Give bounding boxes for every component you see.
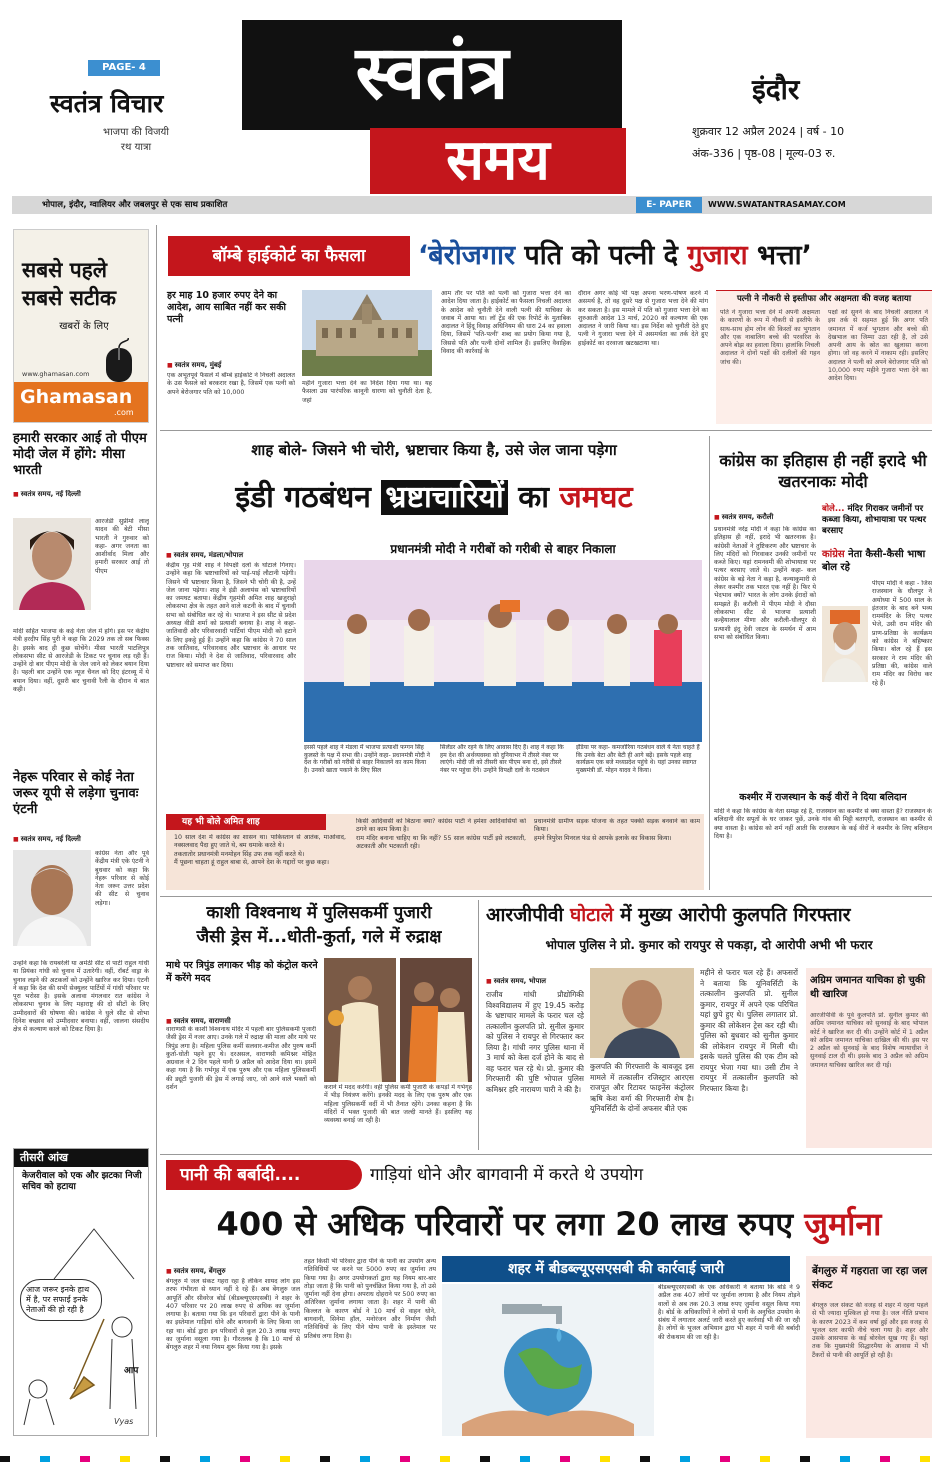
bombay-headline-a: ‘बेरोजगार	[418, 240, 515, 271]
rgpv-headline-a: आरजीपीवी	[486, 904, 571, 926]
water-photo-title: शहर में बीडब्ल्यूएसएसबी की कार्रवाई जारी	[442, 1256, 790, 1282]
rgpv-headline-b: घोटाले	[570, 904, 614, 926]
section-sub-1: भाजपा की विजयी	[103, 127, 169, 138]
bombay-box-col-2: पक्षों को सुनने के बाद निचली अदालत ने इस तर्क से सहमत हुई कि अगर पति जमानत में कर्ज भुगतान और बच्चे की देखभाल का जिम्मा उठा रही है, तो उसे अपनी आय के स्रोत का खुलासा करना होगा। जो वह करने में नाकाम रही। इसलिए अदालत ने पत्नी को अपने बेरोजगार पति को 10,000 रुपए महीने गुजारा भत्ता देने का आदेश दिया।	[828, 309, 928, 383]
water-label: पानी की बर्बादी....	[166, 1160, 362, 1190]
ghamasan-ad[interactable]	[13, 229, 149, 423]
cartoon-caption: केजरीवाल को एक और झटका निजी सचिव को हटाया	[22, 1171, 142, 1192]
rgpv-headline	[486, 902, 932, 928]
bombay-box	[716, 290, 932, 424]
cartoon-signature: Vyas	[114, 1417, 134, 1426]
shah-col-1	[174, 834, 346, 888]
section-title: स्वतंत्र विचार	[50, 89, 164, 118]
kashi-headline-1: काशी विश्वनाथ में पुलिसकर्मी पुजारी	[206, 903, 432, 923]
misa-body-top	[13, 490, 149, 520]
antony-photo	[13, 850, 91, 946]
bombay-subhead: हर माह 10 हजार रुपए देने का आदेश, आय साबित नहीं कर सकी पत्नी	[167, 290, 286, 325]
bombay-headline-c: गुजारा	[687, 240, 748, 271]
shah-point-2: तकतातोर प्रधानमंत्री मनमोहन सिंह उफ तक नहीं करते थे।	[174, 850, 305, 858]
bombay-box-col-1: पति ने गुजारा भत्ता देने में अपनी अक्षमता के कारणों के रूप में नौकरी से इस्तीफे के साथ-साथ होम लोन की किस्तों का भुगतान और एक नाबालिग बच्चे की परवरिश के अपने बोझ का हवाला दिया। हालांकि निचली अदालत ने दोनों पक्षों की दलीलों की गहन जांच की।	[720, 309, 820, 366]
india-byline-row	[166, 542, 296, 561]
india-body: केंद्रीय गृह मंत्री शाह ने विपक्षी दलों के घोटाले गिनाए। उन्होंने कहा कि भ्रष्टाचारियों को पाई-पाई लौटानी पड़ेगी। जिसने भी भ्रष्टाचार किया है, जिसने भी चोरी की है, उन्हें जेल जाना पड़ेगा। शाह ने इंडी अलायंस को भ्रष्टाचारियों का जमघट बताया। केंद्रीय गृहमंत्री अमित शाह खजुराहो लोकसभा क्षेत्र के तहत आने वाले कटनी के बाद में चुनावी सभा को संबोधित कर रहे थे। भाजपा ने इस सीट से प्रदेश अध्यक्ष वीडी शर्मा को प्रत्याशी बनाया है। शाह ने कहा- जातिवादी और परिवारवादी पार्टियां पीएम मोदी को हटाने के लिए इकट्ठे हुई हैं। उन्होंने कहा कि कांग्रेस ने 70 साल तक जातिवाद, परिवारवाद और भ्रष्टाचार के आधार पर राज किया। मोदी ने देश से जातिवाद, परिवारवाद और भ्रष्टाचार को समाप्त कर दिया।	[166, 562, 296, 669]
water-byline: ■ स्वतंत्र समय, बेंगलुरु	[166, 1267, 226, 1275]
kashi-photo-2	[400, 958, 472, 1082]
congress-subhead	[822, 548, 932, 574]
india-headline-c: का	[507, 480, 560, 515]
water-side-headline: बेंगलुरु में गहराता जा रहा जल संकट	[812, 1265, 928, 1291]
rgpv-byline: ■ स्वतंत्र समय, भोपाल	[486, 977, 546, 985]
rgpv-body-3: महीने से फरार चल रहे हैं। अफसरों ने बताया कि यूनिवर्सिटी के तत्कालीन कुलपति प्रो. सुनील कुमार, रायपुर में अपने एक परिचित यहां छुपे हुए थे। पुलिस लगातार प्रो. कुमार की लोकेशन ट्रेस कर रही थी। पुलिस को बुधवार को सुनील कुमार की लोकेशन रायपुर में मिली थी। इसके चलते पुलिस की एक टीम को रायपुर भेजा गया था। उसी टीम ने रायपुर में तत्कालीन कुलपति को गिरफ्तार किया है।	[700, 968, 798, 1093]
rgpv-subhead: भोपाल पुलिस ने प्रो. कुमार को रायपुर से पकड़ा, दो आरोपी अभी भी फरार	[545, 938, 873, 952]
congress-kicker-b: मंदिर गिराकर जमीनों पर कब्जा किया, शोभायात्रा पर पत्थर बरसाए	[822, 504, 927, 536]
water-body-3: बीडब्ल्यूएसएसबी के एक अधिकारी ने बताया कि बोर्ड ने 9 अप्रैल तक 407 लोगों पर जुर्माना लगाया है और नियम तोड़ने वालों से अब तक 20.3 लाख रुपए जुर्माना वसूल किया गया है। बोर्ड के अधिकारियों ने लोगों से पानी के अनुचित उपयोग के संबंध में लगातार अलर्ट जारी करते हुए कार्रवाई भी की जा रही है। लोगों के भूजल अभियान द्वारा भी शहर में पानी की बर्बादी की रोकथाम की जा रही है।	[658, 1284, 800, 1341]
bombay-headline-b: पति को पत्नी दे	[514, 240, 688, 271]
congress-subhead-b: नेता कैसी-कैसी भाषा बोल रहे	[822, 549, 926, 573]
rgpv-body-2: कुलपति की गिरफ्तारी के बावजूद इस मामले में तत्कालीन रजिस्ट्रार आरएस राजपूत और रिटायर फाइनेंस कंट्रोलर ऋषि केश वर्मा की गिरफ्तारी शेष है। यूनिवर्सिटी के दोनों अफसर बीते एक	[590, 1062, 694, 1113]
kashi-subhead: माथे पर त्रिपुंड लगाकर भीड़ को कंट्रोल करने में करेंगे मदद	[166, 960, 318, 984]
logo-line-2: समय	[370, 128, 626, 194]
water-body-1: बेंगलुरु में जल संकट गहरा रहा है लेकिन शायद लोग इस तरफ गंभीरता से ध्यान नहीं दे रहे हैं। अब बेंगलुरु जल आपूर्ति और सीवरेज बोर्ड (बीडब्ल्यूएसएसबी) ने शहर के 407 परिवार पर 20 लाख रुपए से अधिक का जुर्माना लगाया है। बताया गया कि इन परिवारों द्वारा पीने के पानी का इस्तेमाल गाड़ियां धोने और बागवानी के लिए किया जा रहा था। बोर्ड द्वारा इन परिवारों से कुल 20.3 लाख रुपए का जुर्माना वसूला गया है। गौरतलब है कि 10 मार्च से बेंगलुरु शहर में नया नियम शुरू किया गया है। इसके	[166, 1278, 300, 1352]
ad-line-2: सबसे सटीक	[22, 286, 117, 310]
shah-col-2	[356, 818, 526, 888]
issue-line: अंक-336 | पृष्ठ-08 | मूल्य-03 रु.	[692, 147, 836, 160]
water-kicker: गाड़ियां धोने और बागवानी में करते थे उपयोग	[370, 1165, 644, 1185]
rally-caption-1: इससे पहले शाह ने मंडला में भाजपा प्रत्याशी फग्गन सिंह कुलस्ते के पक्ष में सभा की। उन्होंने कहा- प्रधानमंत्री मोदी ने देश के गरीबों को गरीबी से बाहर निकालने का काम किया है। उनको खाता पकाने के लिए सिल	[304, 744, 430, 774]
bombay-col-1: एक अभूतपूर्व फैसले में बॉम्बे हाईकोर्ट ने निचली अदालत के उस फैसले को बरकरार रखा है, जिसमें एक पत्नी को अपने बेरोजगार पति को 10,000	[167, 372, 295, 396]
water-byline-row	[166, 1258, 296, 1277]
kashi-headline-2: जैसी ड्रेस में...धोती-कुर्ता, गले में रुद्राक्ष	[196, 927, 442, 947]
misa-body-side: आरजेडी सुप्रीमो लालू यादव की बेटी मीसा भारती ने गुरुवार को कहा- अगर जनता का आशीर्वाद मिला और हमारी सरकार आई तो पीएम	[95, 518, 149, 575]
right-column-rule	[709, 436, 710, 890]
publication-note: भोपाल, इंदौर, ग्वालियर और जबलपुर से एक साथ प्रकाशित	[42, 200, 228, 210]
misa-photo	[13, 518, 91, 610]
vc-photo	[590, 968, 694, 1058]
shah-point-3: मैं पूछना चाहता हूं राहुल बाबा से, आपने देश के गद्दारों पर कुछ कहा।	[174, 858, 329, 866]
kashi-body-1: वाराणसी के काशी विश्वनाथ मंदिर में पहली बार पुलिसकर्मी पुजारी जैसी ड्रेस में नजर आए। उनके गले में रुद्राक्ष की माला और माथे पर त्रिपुंड लगा है। महिला पुलिस कर्मी सलवार-कमीज और पुरुष कर्मी कुर्ता-धोती पहने हुए थे। दरअसल, वाराणसी कमिश्नर मोहित अग्रवाल ने 2 दिन पहले यानी 9 अप्रैल को आदेश दिया था। इसमें कहा गया है कि गर्भगृह में एक पुरुष और एक महिला पुलिसकर्मी की ड्यूटी पुजारी की ड्रेस में लगाई जाए, जो आने वाले भक्तों को दर्शन	[166, 1026, 316, 1092]
rule-after-kashi	[160, 1154, 932, 1155]
cartoon-title: तीसरी आंख	[14, 1149, 148, 1167]
water-headline-b: जुर्माना	[804, 1205, 882, 1243]
shah-point-1: 10 साल देश में कांग्रेस का शासन था। पाकिस्तान से आतंक, माओवाद, नक्सलवाद पैदा हुए जाते थे, बम धमाके करते थे।	[174, 834, 346, 850]
shah-box	[166, 814, 704, 890]
cartoon-broom-label: आप	[124, 1366, 139, 1376]
rgpv-body-1: राजीव गांधी प्रौद्योगिकी विश्वविद्यालय में हुए 19.45 करोड़ के भ्रष्टाचार मामले के फरार चल रहे तत्कालीन कुलपति प्रो. सुनील कुमार को पुलिस ने रायपुर से गिरफ्तार कर लिया है। गांधी नगर पुलिस थाना में 3 मार्च को केस दर्ज होने के बाद से वह फरार चल रहे थे। प्रो. कुमार की गिरफ्तारी की पुष्टि भोपाल पुलिस कमिश्नर हरि नारायण चारी ने की है।	[486, 990, 584, 1094]
kashi-rule	[478, 900, 479, 1150]
bombay-box-title: पत्नी ने नौकरी से इस्तीफा और अक्षमता की वजह बताया	[736, 294, 912, 304]
shah-point-4: किसी आदिवासी को बिठाना क्या? कांग्रेस पार्टी ने हमेशा आदिवासियों को ठगने का काम किया है।	[356, 818, 526, 834]
rgpv-box-headline: अग्रिम जमानत याचिका हो चुकी थी खारिज	[810, 975, 926, 1000]
kashmir-body: मोदी ने कहा कि कांग्रेस के नेता समझ रहे हैं, राजस्थान का कश्मीर से क्या वास्ता है? राजस्थान के बलिदानी वीर सपूतों के घर जाकर पूछें, उनके गांव की मिट्टी बताएगी, राजस्थान का कश्मीर से क्या वास्ता है। कांग्रेस को शर्म नहीं आती कि राजस्थान के कई वीरों ने कश्मीर के लिए बलिदान दिया है।	[714, 808, 932, 840]
misa-body: मोदी सहित भाजपा के कई नेता जेल में होंगे। इस पर केंद्रीय मंत्री हरदीप सिंह पुरी ने कहा कि 2029 तक तो सब फिक्स है। इसके बाद ही कुछ सोचेंगे। मीसा भारती पाटलिपुत्र लोकसभा सीट से आरजेडी के टिकट पर चुनाव लड़ रही हैं। उन्होंने दो बार पीएम मोदी के जेल जाने को लेकर बयान दिया है। पहली बार उन्होंने एक न्यूज चैनल को दिए इंटरव्यू में ये बयान दिया। वहीं, दूसरी बार चुनावी रैली के दौरान ये बात कही।	[13, 628, 149, 694]
kashi-byline-row	[166, 1008, 316, 1027]
masthead	[0, 0, 945, 196]
ad-brand-tld: .com	[114, 408, 134, 417]
left-column-rule	[156, 225, 157, 1437]
antony-headline: नेहरू परिवार से कोई नेता जरूर यूपी से लड़ेगा चुनावः एंटनी	[13, 770, 139, 817]
antony-body: उन्होंने कहा कि रायबरेली या अमेठी सीट से पार्टी राहुल गांधी या प्रियंका गांधी को चुनाव में उतारेगी। वहीं, रॉबर्ट वाड्रा के चुनाव लड़ने की अटकलों को उन्होंने खारिज कर दिया। एंटनी ने कहा कि देश की सभी सेक्युलर पार्टियों में गांधी परिवार पर पूरा भरोसा है। इसके अलावा मंगलवार रात कांग्रेस ने लोकसभा चुनाव के लिए महाराष्ट्र की दो सीटों के लिए उम्मीदवारों की घोषणा की। कांग्रेस ने धुले सीट से शोभा दिनेश बच्छाव को उम्मीदवार बनाया। वहीं, जालना संसदीय क्षेत्र से कल्याण काले को टिकट दिया है।	[13, 960, 149, 1034]
india-photo-title: प्रधानमंत्री मोदी ने गरीबों को गरीबी से बाहर निकाला	[390, 542, 616, 556]
kashi-body-2: कराने में मदद करेंगी। वहीं पुलिस कर्मी पुजारी के कपड़ों में गर्भगृह में भीड़ नियंत्रण करेंगे। इनकी मदद के लिए एक पुरुष और एक महिला पुलिसकर्मी वर्दी में भी तैनात रहेंगे। उनका कहना है कि मंदिरों में भक्त पुजारी की बात जल्दी मानते हैं। इसलिए यह व्यवस्था बनाई जा रही है।	[324, 1084, 472, 1125]
rally-caption-3: इंडिया पर कहा- कमजोरिया गठबंधन वाले ये नेता चाहते हैं कि उनके बेटा और बेटी ही आगे बढ़ें। इसके पहले शाह कार्यक्रम एक बजे मध्यप्रदेश पहुंचे थे। यहां उनका स्वागत मुख्यमंत्री डॉ. मोहन यादव ने किया।	[576, 744, 700, 774]
congress-byline-row	[714, 504, 814, 523]
india-byline: ■ स्वतंत्र समय, मंडला/भोपाल	[166, 551, 243, 559]
page-badge: PAGE- 4	[88, 60, 160, 76]
rally-caption-2: सिलेंडर और रहने के लिए आवास दिए हैं। शाह ने कहा कि हम देश की अर्थव्यवस्था को दुनियाभर में तीसरे नंबर पर लाएंगे। मोदी जी को तीसरी बार पीएम बना दो, इसे तीसरे नंबर पर पहुंचा देंगे। उन्होंने विपक्षी दलों के गठबंधन	[440, 744, 564, 774]
rgpv-headline-c: में मुख्य आरोपी कुलपति गिरफ्तार	[613, 904, 851, 926]
rule-after-india	[160, 896, 932, 897]
bombay-byline-row	[167, 352, 295, 371]
water-side-body: बेंगलुरु जल संकट की वजह से शहर में रहना पहले से भी ज्यादा मुश्किल हो गया है। जल नीति प्रभाव के कारण 2023 में कम वर्षा हुई और इस वजह से भूजल स्तर काफी नीचे चला गया है। शहर और उसके आसपास के कई बोरवेल सूख गए हैं। यहां तक कि मुख्यमंत्री सिद्धारमैया के आवास में भी टैंकरों से पानी की आपूर्ति हो रही है।	[812, 1302, 928, 1359]
rally-photo	[304, 560, 702, 742]
shah-col-3	[534, 818, 700, 888]
cartoon-bubble: आज जरूर इनके हाथ में है, पर सफाई इनके नेताओं की हो रही है	[20, 1279, 102, 1321]
misa-headline: हमारी सरकार आई तो पीएम मोदी जेल में होंगे: मीसा भारती	[13, 431, 147, 478]
bombay-byline: ■ स्वतंत्र समय, मुंबई	[167, 361, 221, 369]
high-court-photo	[302, 290, 432, 376]
bombay-col-4: दौरान अगर कोई भी पक्ष अपना भरण-पोषण करने में असमर्थ है, तो वह दूसरे पक्ष से गुजारा भत्ता देने की मांग कर सकता है। इस मामले में पति को गुजारा भत्ता देने का शुरुआती आदेश 13 मार्च, 2020 को कल्याण की एक अदालत ने जारी किया था। इस निर्देश को चुनौती देते हुए पत्नी ने गुजारा भत्ता देने में असमर्थता का तर्क देते हुए हाईकोर्ट का दरवाजा खटखटाया था।	[578, 290, 708, 347]
water-headline-a: 400 से अधिक परिवारों पर लगा 20 लाख रुपए	[216, 1205, 805, 1243]
ad-brand: Ghamasan	[20, 386, 133, 408]
congress-byline: ■ स्वतंत्र समय, करौली	[714, 513, 773, 521]
india-headline	[166, 474, 702, 522]
congress-body: प्रधानमंत्री नरेंद्र मोदी ने कहा कि कांग्रेस का इतिहास ही नहीं, इरादे भी खतरनाक है। कांग्रेसी नेताओं ने तुष्टिकरण और भ्रष्टाचार के लिए मंदिरों को गिरवाकर उनकी जमीनों पर कब्जे किए। यहां रामनवमी की शोभायात्रा पर पत्थर बरसाए जाते थे। उन्होंने कहा- कल कांग्रेस के बड़े नेता ने कहा है, कन्याकुमारी से लेकर कश्मीर तक भारत एक नहीं है। फिर ये भेदभाव क्यों? भारत के लोग उनके ईरादों को समझते हैं। करौली में पीएम मोदी ने दौसा लोकसभा सीट से भाजपा प्रत्याशी कन्हैयालाल मीणा और करौली-धौलपुर से प्रत्याशी इंदु देवी जाटव के समर्थन में आम सभा को संबोधित किया।	[714, 526, 816, 641]
congress-kicker	[822, 504, 932, 537]
water-photo	[442, 1284, 654, 1436]
shah-point-6: प्रधानमंत्री ग्रामीण सड़क योजना के तहत पक्की सड़क बनवाने का काम किया।	[534, 818, 700, 834]
section-sub-2: रथ यात्रा	[120, 142, 152, 153]
bombay-label: बॉम्बे हाईकोर्ट का फैसला	[168, 236, 410, 276]
antony-byline: ■ स्वतंत्र समय, नई दिल्ली	[13, 835, 81, 843]
registration-bar	[0, 1456, 945, 1462]
misa-byline: ■ स्वतंत्र समय, नई दिल्ली	[13, 490, 81, 498]
kashi-photo-1	[324, 958, 396, 1082]
kashi-byline: ■ स्वतंत्र समय, वाराणसी	[166, 1017, 231, 1025]
rule-after-bombay	[160, 430, 932, 431]
bombay-col-3: आम तौर पर पति को पत्नी को गुजारा भत्ता देने का आदेश दिया जाता है। हाईकोर्ट का फैसला निचली अदालत के आदेश को चुनौती देने वाली पत्नी की याचिका के जवाब में आया था। लॉ ट्रेंड की एक रिपोर्ट के मुताबिक अदालत ने हिंदू विवाह अधिनियम की धारा 24 का हवाला दिया, जिसमें 'पति-पत्नी' शब्द का प्रयोग किया गया है, जिससे पति और पत्नी दोनों शामिल हैं। इसलिए वैवाहिक विवाद की कार्रवाई के	[441, 290, 571, 356]
shah-box-title: यह भी बोले अमित शाह	[166, 814, 326, 830]
bombay-col-2: महीने गुजारा भत्ता देने का निर्देश दिया गया था। यह फैसला उस पारंपरिक कानूनी धारणा को चुनौती देता है, जहां	[302, 380, 432, 404]
website-link[interactable]: WWW.SWATANTRASAMAY.COM	[708, 200, 846, 209]
date-line: शुक्रवार 12 अप्रैल 2024 | वर्ष - 10	[692, 125, 845, 138]
ad-line-3: खबरों के लिए	[59, 321, 109, 332]
water-body-2: तहत किसी भी परिवार द्वारा पीने के पानी का उपयोग अन्य गतिविधियों पर करने पर 5000 रुपए का जुर्माना तय किया गया है। अगर उपयोगकर्ता द्वारा यह नियम बार-बार तोड़ा जाता है कि पानी को पुनर्चक्रित किया गया है, तो उसे जुर्माना नहीं देना होगा। अपराध दोहराने पर 500 रुपए का अतिरिक्त जुर्माना लगाया जाता है। शहर में पानी की किल्लत के कारण बोर्ड ने 10 मार्च से वाहन धोने, बागवानी, सिनेमा हॉल, मनोरंजन और निर्माण जैसी गतिविधियों के लिए पीने योग्य पानी के इस्तेमाल पर प्रतिबंध लगा दिया है।	[304, 1258, 436, 1340]
india-kicker: शाह बोले- जिसने भी चोरी, भ्रष्टाचार किया है, उसे जेल जाना पड़ेगा	[251, 441, 617, 459]
congress-body-2: पीएम मोदी ने कहा - जिस राजस्थान के धौलपुर ने अयोध्या में 500 साल के इंतजार के बाद बने भव्य राममंदिर के लिए पत्थर भेजे, उसी राम मंदिर की प्राण-प्रतिष्ठा के कार्यक्रम को कांग्रेस ने बहिष्कार किया। बोल रहे हैं इस सरकार ने राम मंदिर की प्रतिष्ठा की, कांग्रेस वाले राम मंदिर का विरोध कर रहे हैं।	[872, 580, 932, 687]
mouse-icon	[100, 338, 138, 388]
logo-line-1: स्वतंत्र	[242, 20, 622, 130]
bombay-headline	[418, 236, 932, 276]
rgpv-box-body: आरजीपीवी के पूर्व कुलपति प्रो. सुनील कुमार की अग्रिम जमानत याचिका को सुनवाई के बाद भोपाल कोर्ट ने खारिज कर दी थी। उन्होंने कोर्ट में 1 अप्रैल को अग्रिम जमानत याचिका दाखिल की थी। इस पर 2 अप्रैल को सुनवाई के बाद विशेष न्यायाधीश ने सुनवाई टाल दी थी। इसके बाद 3 अप्रैल को अग्रिम जमानत याचिका खारिज कर दी गई।	[810, 1012, 928, 1069]
india-headline-a: इंडी गठबंधन	[235, 480, 382, 515]
india-headline-d: जमघट	[559, 480, 633, 515]
congress-subhead-a: कांग्रेस	[822, 549, 845, 560]
ad-url: www.ghamasan.com	[22, 370, 90, 378]
congress-kicker-a: बोले...	[822, 504, 848, 514]
india-headline-b: भ्रष्टाचारियों	[381, 480, 507, 515]
antony-byline-row	[13, 826, 149, 845]
congress-headline: कांग्रेस का इतिहास ही नहीं इरादे भी खतरनाकः मोदी	[719, 451, 927, 491]
rgpv-byline-row	[486, 968, 586, 987]
water-side-box	[806, 1256, 932, 1438]
city-name: इंदौर	[752, 73, 800, 106]
antony-body-side: कांग्रेस नेता और पूर्व केंद्रीय मंत्री एके एंटनी ने बुधवार को कहा कि नेहरू परिवार से कोई नेता जरूर उत्तर प्रदेश की सीट से चुनाव लड़ेगा।	[95, 850, 149, 907]
water-headline	[166, 1200, 932, 1248]
shah-point-5: राम मंदिर बनाना चाहिए था कि नहीं? 55 साल कांग्रेस पार्टी इसे लटकाती, अटकाती और भटकाती रही।	[356, 834, 526, 850]
kashmir-headline: कश्मीर में राजस्थान के कई वीरों ने दिया बलिदान	[739, 792, 907, 803]
shah-point-7: हमने त्रिपुरेश मिनरल फंड से आपके इलाके का विकास किया।	[534, 834, 672, 842]
cartoon-drawing	[14, 1209, 149, 1433]
bombay-headline-d: भत्ता’	[747, 240, 812, 271]
cartoon-panel	[13, 1148, 149, 1436]
ad-line-1: सबसे पहले	[22, 258, 108, 282]
rgpv-box	[806, 968, 932, 1148]
epaper-label: E- PAPER	[636, 197, 702, 213]
